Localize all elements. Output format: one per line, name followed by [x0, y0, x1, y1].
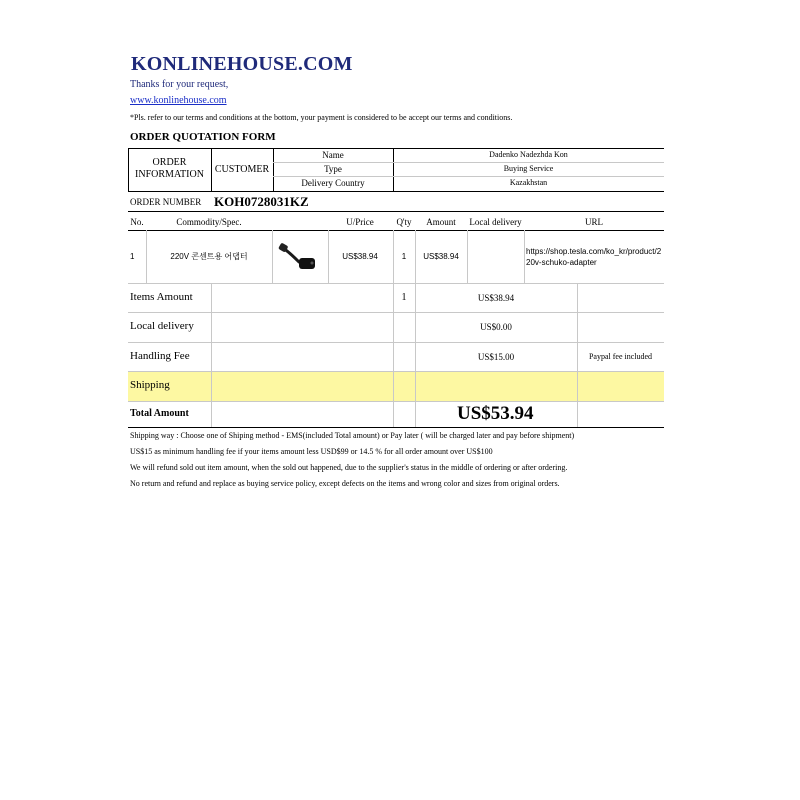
order-number-label: ORDER NUMBER — [130, 197, 202, 207]
summary-row-border — [128, 312, 664, 313]
thanks-text: Thanks for your request, — [130, 79, 229, 90]
items-amount-label: Items Amount — [130, 291, 193, 303]
footer-note: No return and refund and replace as buying service policy, except defects on the items and wrong color and sizes from original orders. — [130, 479, 560, 488]
delivery-country-value: Kazakhstan — [509, 178, 548, 187]
order-info-bottom-border — [128, 191, 664, 192]
item-amount: US$38.94 — [423, 251, 459, 261]
customer-type-value: Buying Service — [503, 164, 554, 173]
col-header-url: URL — [585, 217, 603, 227]
item-col-divider — [272, 230, 273, 283]
order-number-value: KOH0728031KZ — [214, 194, 309, 209]
order-info-label: ORDER INFORMATION — [135, 157, 204, 180]
total-amount-value: US$53.94 — [457, 403, 534, 424]
footer-note: We will refund sold out item amount, when the sold out happened, due to the supplier's status in the middle of ordering or after ordering. — [130, 463, 568, 472]
field-type-label: Type — [324, 164, 342, 174]
terms-note: *Pls. refer to our terms and conditions at the bottom, your payment is considered to be accept our terms and conditions. — [130, 113, 513, 122]
item-unit-price: US$38.94 — [342, 251, 378, 261]
item-qty: 1 — [401, 251, 407, 261]
items-amount-value: US$38.94 — [477, 292, 515, 303]
item-local-delivery — [467, 230, 524, 283]
col-header-unit-price: U/Price — [346, 217, 374, 227]
summary-bottom-border — [128, 427, 664, 428]
shipping-label: Shipping — [130, 379, 170, 391]
col-header-commodity: Commodity/Spec. — [176, 217, 242, 227]
col-header-no: No. — [130, 217, 144, 227]
form-title: ORDER QUOTATION FORM — [130, 131, 276, 143]
handling-fee-note: Paypal fee included — [588, 351, 653, 361]
item-url[interactable]: https://shop.tesla.com/ko_kr/product/220v-schuko-adapter — [526, 246, 662, 267]
field-name-label: Name — [322, 150, 344, 160]
shipping-highlight — [128, 372, 664, 401]
item-no: 1 — [130, 251, 135, 261]
customer-label: CUSTOMER — [214, 163, 270, 175]
items-amount-qty: 1 — [401, 291, 407, 303]
order-number-divider — [128, 211, 664, 212]
local-delivery-label: Local delivery — [130, 320, 194, 332]
col-header-qty: Q'ty — [396, 217, 412, 227]
total-amount-label: Total Amount — [130, 408, 189, 419]
summary-col-divider — [211, 283, 212, 427]
handling-fee-label: Handling Fee — [130, 350, 190, 362]
footer-note: US$15 as minimum handling fee if your items amount less USD$99 or 14.5 % for all order amount over US$100 — [130, 447, 493, 456]
field-country-label: Delivery Country — [301, 178, 365, 188]
footer-note: Shipping way : Choose one of Shiping method - EMS(included Total amount) or Pay later ( will be charged later and pay before shipment) — [130, 431, 575, 440]
item-col-divider — [524, 230, 525, 283]
adapter-cable-thumbnail — [277, 240, 321, 274]
customer-name-value: Dadenko Nadezhda Kon — [489, 150, 568, 159]
site-link[interactable]: www.konlinehouse.com — [130, 95, 227, 106]
summary-row-border — [128, 371, 664, 372]
local-delivery-value: US$0.00 — [480, 322, 512, 332]
site-title: KONLINEHOUSE.COM — [131, 53, 353, 75]
handling-fee-value: US$15.00 — [477, 351, 515, 362]
item-commodity: 220V 콘센트용 어댑터 — [170, 251, 248, 261]
col-header-amount: Amount — [426, 217, 456, 227]
summary-row-border — [128, 401, 664, 402]
col-header-local-delivery: Local delivery — [469, 217, 522, 227]
